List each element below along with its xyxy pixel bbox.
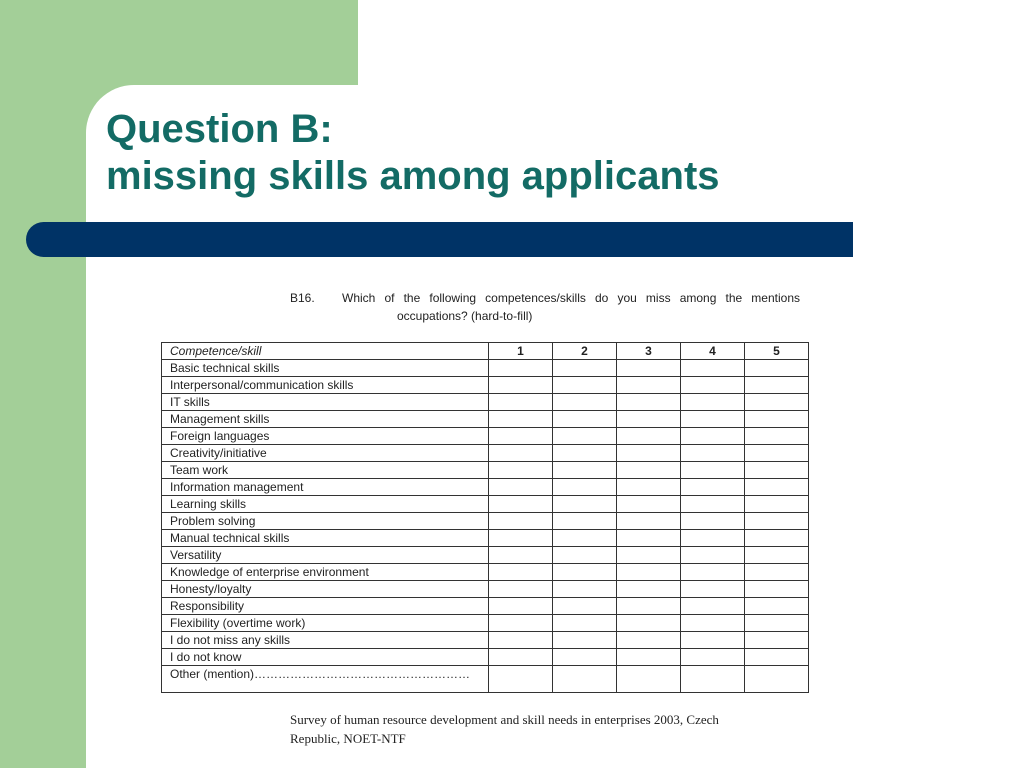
rating-cell-3 [617,394,681,411]
table-row [162,377,809,394]
rating-cell-5 [745,479,809,496]
slide-title [106,106,720,200]
skill-label: Responsibility [162,598,489,615]
rating-cell-1 [489,598,553,615]
rating-cell-1 [489,649,553,666]
rating-cell-3 [617,496,681,513]
rating-cell-1 [489,581,553,598]
column-header-1: 1 [489,343,553,360]
rating-cell-1 [489,632,553,649]
rating-cell-4 [681,445,745,462]
rating-cell-5 [745,598,809,615]
rating-cell-5 [745,632,809,649]
skill-label: Creativity/initiative [162,445,489,462]
column-header-4: 4 [681,343,745,360]
rating-cell-2 [553,649,617,666]
rating-cell-5 [745,428,809,445]
question-text-line1: Which of the following competences/skills do you miss among the mentions [342,291,800,305]
rating-cell-4 [681,649,745,666]
table-header-row [162,343,809,360]
rating-cell-3 [617,598,681,615]
rating-cell-5 [745,360,809,377]
rating-cell-4 [681,496,745,513]
column-header-competence: Competence/skill [162,343,489,360]
rating-cell-5 [745,496,809,513]
rating-cell-3 [617,615,681,632]
rating-cell-4 [681,479,745,496]
rating-cell-3 [617,547,681,564]
rating-cell-1 [489,530,553,547]
rating-cell-3 [617,666,681,693]
rating-cell-5 [745,649,809,666]
table-row [162,632,809,649]
table-row [162,394,809,411]
rating-cell-1 [489,513,553,530]
rating-cell-2 [553,445,617,462]
rating-cell-3 [617,649,681,666]
skill-label: Learning skills [162,496,489,513]
rating-cell-5 [745,615,809,632]
rating-cell-1 [489,411,553,428]
rating-cell-1 [489,377,553,394]
table-row [162,564,809,581]
rating-cell-5 [745,462,809,479]
rating-cell-5 [745,513,809,530]
rating-cell-4 [681,428,745,445]
table-row [162,496,809,513]
rating-cell-2 [553,632,617,649]
slide-title-line2: missing skills among applicants [106,154,720,198]
rating-cell-3 [617,428,681,445]
rating-cell-1 [489,462,553,479]
rating-cell-5 [745,564,809,581]
table-row [162,462,809,479]
rating-cell-5 [745,581,809,598]
rating-cell-2 [553,530,617,547]
rating-cell-5 [745,530,809,547]
rating-cell-3 [617,530,681,547]
source-note [290,710,810,748]
source-line2: Republic, NOET-NTF [290,731,406,746]
rating-cell-2 [553,666,617,693]
rating-cell-4 [681,547,745,564]
rating-cell-1 [489,615,553,632]
column-header-5: 5 [745,343,809,360]
table-row [162,581,809,598]
rating-cell-1 [489,479,553,496]
table-row [162,598,809,615]
table-row [162,360,809,377]
rating-cell-2 [553,496,617,513]
rating-cell-4 [681,581,745,598]
table-row [162,411,809,428]
skill-label: Knowledge of enterprise environment [162,564,489,581]
table-row [162,428,809,445]
rating-cell-1 [489,666,553,693]
rating-cell-3 [617,445,681,462]
rating-cell-3 [617,360,681,377]
question-number: B16. [290,291,315,305]
rating-cell-3 [617,581,681,598]
rating-cell-2 [553,615,617,632]
rating-cell-1 [489,360,553,377]
table-row [162,445,809,462]
table-row [162,649,809,666]
rating-cell-5 [745,394,809,411]
rating-cell-4 [681,615,745,632]
rating-cell-4 [681,411,745,428]
rating-cell-4 [681,530,745,547]
rating-cell-4 [681,666,745,693]
rating-cell-1 [489,496,553,513]
rating-cell-2 [553,547,617,564]
skill-label: Other (mention)……………………………………………… [162,666,489,693]
rating-cell-4 [681,598,745,615]
rating-cell-3 [617,564,681,581]
skill-label: Honesty/loyalty [162,581,489,598]
table-row [162,530,809,547]
skill-label: Manual technical skills [162,530,489,547]
divider-bar [26,222,853,257]
skill-label: Management skills [162,411,489,428]
rating-cell-2 [553,462,617,479]
skill-label: Information management [162,479,489,496]
table-row [162,479,809,496]
table-row [162,666,809,693]
table-row [162,615,809,632]
rating-cell-2 [553,360,617,377]
skill-label: Foreign languages [162,428,489,445]
column-header-2: 2 [553,343,617,360]
rating-cell-2 [553,513,617,530]
slide-title-line1: Question B: [106,107,333,151]
rating-cell-3 [617,513,681,530]
rating-cell-3 [617,411,681,428]
rating-cell-4 [681,513,745,530]
rating-cell-4 [681,632,745,649]
rating-cell-2 [553,377,617,394]
skill-label: Problem solving [162,513,489,530]
skill-label: I do not miss any skills [162,632,489,649]
rating-cell-1 [489,564,553,581]
skill-label: Versatility [162,547,489,564]
rating-cell-4 [681,564,745,581]
skill-label: IT skills [162,394,489,411]
rating-cell-2 [553,598,617,615]
skill-label: I do not know [162,649,489,666]
rating-cell-2 [553,428,617,445]
rating-cell-4 [681,377,745,394]
rating-cell-3 [617,479,681,496]
source-line1: Survey of human resource development and skill needs in enterprises 2003, Czech [290,712,719,727]
skill-label: Team work [162,462,489,479]
skill-label: Flexibility (overtime work) [162,615,489,632]
skill-label: Interpersonal/communication skills [162,377,489,394]
rating-cell-5 [745,377,809,394]
rating-cell-1 [489,428,553,445]
skills-table [161,342,809,693]
rating-cell-5 [745,445,809,462]
rating-cell-1 [489,547,553,564]
question-text-line2: occupations? (hard-to-fill) [397,309,533,323]
rating-cell-5 [745,547,809,564]
rating-cell-5 [745,411,809,428]
rating-cell-2 [553,479,617,496]
top-white-area [358,0,1024,90]
rating-cell-4 [681,462,745,479]
rating-cell-4 [681,394,745,411]
rating-cell-2 [553,411,617,428]
rating-cell-3 [617,462,681,479]
table-row [162,513,809,530]
rating-cell-2 [553,564,617,581]
rating-cell-1 [489,445,553,462]
column-header-3: 3 [617,343,681,360]
rating-cell-2 [553,394,617,411]
rating-cell-3 [617,632,681,649]
rating-cell-5 [745,666,809,693]
rating-cell-1 [489,394,553,411]
table-row [162,547,809,564]
rating-cell-4 [681,360,745,377]
skill-label: Basic technical skills [162,360,489,377]
rating-cell-2 [553,581,617,598]
rating-cell-3 [617,377,681,394]
